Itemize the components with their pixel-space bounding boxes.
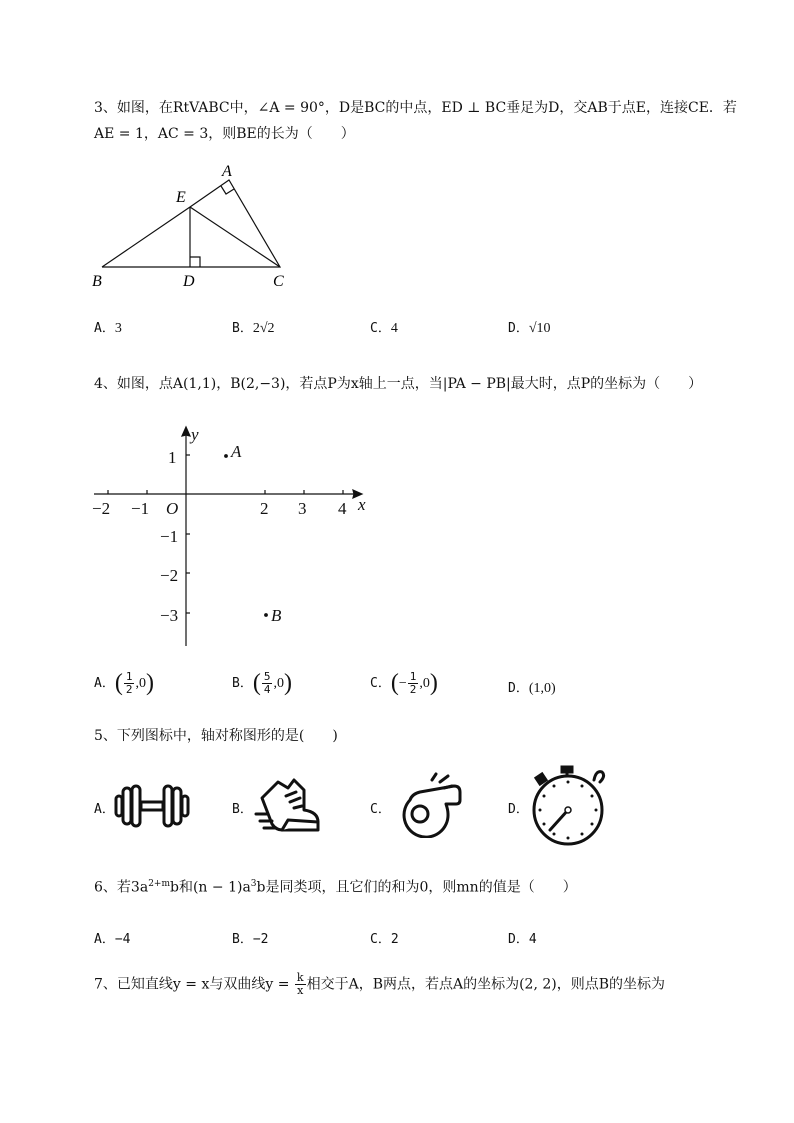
q4b-fraction: $\frac{5}{4}$ — [263, 670, 271, 696]
question-5-line — [94, 724, 338, 748]
label-E: E — [176, 189, 186, 206]
label-D: D — [183, 273, 195, 290]
q4-option-a[interactable]: A．( $\frac{1}{2}$ ,0) — [94, 670, 154, 696]
q6-option-c[interactable]: C．2 — [370, 932, 399, 947]
q6-option-d[interactable]: D．4 — [508, 932, 537, 947]
q4c-fraction: $\frac{1}{2}$ — [409, 670, 417, 696]
x-axis-label: x — [358, 495, 366, 514]
q5-option-c[interactable]: C． — [370, 802, 391, 817]
coordinate-graph — [88, 420, 378, 650]
label-B: B — [92, 273, 102, 290]
label-C: C — [273, 273, 284, 290]
segment-EC — [190, 207, 280, 267]
triangle-figure — [88, 160, 308, 295]
y-tick-neg1: −1 — [160, 527, 179, 546]
question-6-line: 6、若$3a^{2+m}b$和$(n - 1)a^3b$是同类项，且它们的和为0，则mn的值是（ ） — [94, 879, 577, 896]
x-tick-2: 2 — [260, 499, 269, 518]
q3-option-b[interactable]: B．2√2 — [232, 321, 275, 336]
q3-option-a[interactable]: A．3 — [94, 321, 122, 336]
x-tick-4: 4 — [338, 499, 347, 518]
question-7-line: 7、已知直线y = x与双曲线y = $\frac{k}{x}$ 相交于A，B两点，若点A的坐标为(2, 2)，则点B的坐标为 — [94, 971, 666, 997]
point-A-dot — [225, 455, 228, 458]
q4-option-c[interactable]: C．(− $\frac{1}{2}$ ,0) — [370, 670, 438, 696]
y-tick-1: 1 — [168, 448, 177, 467]
q4-option-b[interactable]: B．( $\frac{5}{4}$ ,0) — [232, 670, 292, 696]
question-6-number: 6、 — [94, 879, 117, 896]
point-A-label: A — [231, 442, 242, 461]
running-shoe-icon — [252, 776, 322, 834]
stopwatch-icon — [526, 764, 612, 848]
question-3-line-1 — [94, 96, 737, 120]
point-B-label: B — [271, 606, 282, 625]
right-angle-D — [190, 257, 200, 267]
q5-option-d[interactable]: D． — [508, 802, 529, 817]
q4a-fraction: $\frac{1}{2}$ — [125, 670, 133, 696]
whistle-icon — [390, 770, 464, 838]
question-7-number: 7、 — [94, 976, 117, 993]
question-4-number: 4、 — [94, 376, 117, 392]
q7-fraction: $\frac{k}{x}$ — [296, 971, 304, 997]
q5-option-b[interactable]: B． — [232, 802, 253, 817]
origin-label: O — [166, 499, 179, 518]
q5-option-a[interactable]: A． — [94, 802, 115, 817]
question-5-text: 下列图标中，轴对称图形的是( ) — [116, 728, 338, 744]
y-tick-neg2: −2 — [160, 566, 179, 585]
question-3-line-2: AE = 1，AC = 3，则BE的长为（ ） — [94, 126, 355, 142]
y-axis-label: y — [191, 425, 199, 444]
x-tick-3: 3 — [298, 499, 307, 518]
question-3-number: 3、 — [94, 100, 117, 116]
question-4-line — [94, 372, 702, 396]
question-5-number: 5、 — [94, 728, 117, 744]
right-angle-A — [221, 186, 234, 194]
x-tick-neg2: −2 — [92, 499, 111, 518]
question-3-text-1: 如图，在RtVABC中，∠A = 90°，D是BC的中点，ED ⊥ BC垂足为D，交AB于点E，连接CE．若 — [116, 100, 737, 116]
q6-option-b[interactable]: B．−2 — [232, 932, 269, 947]
x-tick-neg1: −1 — [131, 499, 150, 518]
y-tick-neg3: −3 — [160, 606, 179, 625]
question-4-text: 如图，点A(1,1)，B(2,−3)，若点P为x轴上一点，当|PA − PB|最大时，点P的坐标为（ ） — [116, 376, 703, 392]
y-axis-arrow — [182, 427, 190, 436]
q3-option-d[interactable]: D．√10 — [508, 321, 551, 336]
point-B-dot — [265, 614, 268, 617]
triangle-sides — [102, 180, 280, 267]
label-A: A — [222, 163, 232, 180]
q3-option-c[interactable]: C．4 — [370, 321, 398, 336]
q6-option-a[interactable]: A．−4 — [94, 932, 131, 947]
dumbbell-icon — [114, 784, 190, 828]
q4-option-d[interactable]: D．(1,0) — [508, 681, 556, 696]
